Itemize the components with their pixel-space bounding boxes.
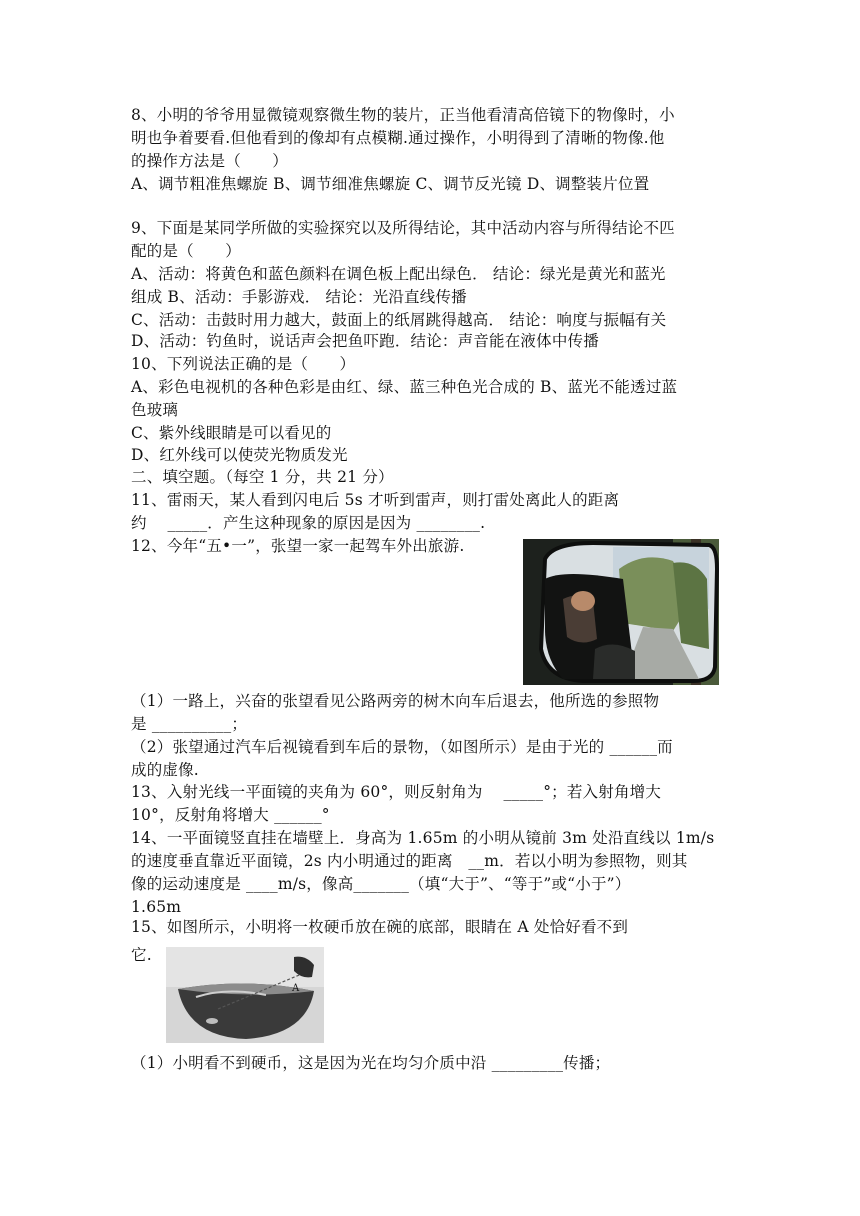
q10-stem: 10、下列说法正确的是（ ）: [131, 355, 356, 373]
q10-option-d: D、红外线可以使荧光物质发光: [131, 446, 348, 464]
q14-line-1: 14、一平面镜竖直挂在墙壁上．身高为 1.65m 的小明从镜前 3m 处沿直线以 1m/s: [131, 829, 715, 847]
q9-line-1: 9、下面是某同学所做的实验探究以及所得结论，其中活动内容与所得结论不匹: [131, 219, 675, 237]
q10-option-ab-line-1: A、彩色电视机的各种色彩是由红、绿、蓝三种色光合成的 B、蓝光不能透过蓝: [131, 378, 678, 396]
q15-sub1: （1）小明看不到硬币，这是因为光在均匀介质中沿 _________传播；: [131, 1054, 611, 1072]
q8-line-3: 的操作方法是（ ）: [131, 152, 289, 170]
q15-line-2: 它.: [131, 946, 152, 964]
q14-line-2: 的速度垂直靠近平面镜，2s 内小明通过的距离 __m．若以小明为参照物，则其: [131, 852, 688, 870]
q14-line-3: 像的运动速度是 ____m/s，像高_______（填“大于”、“等于”或“小于”）: [131, 875, 631, 893]
rearview-mirror-photo: [523, 539, 719, 685]
q9-option-a-line-1: A、活动：将黄色和蓝色颜料在调色板上配出绿色． 结论：绿光是黄光和蓝光: [131, 265, 666, 283]
section-2-heading: 二、填空题。（每空 1 分，共 21 分）: [131, 468, 394, 486]
q9-option-a-line-2: 组成 B、活动：手影游戏． 结论：光沿直线传播: [131, 288, 467, 306]
q13-line-1: 13、入射光线一平面镜的夹角为 60°，则反射角为 _____°；若入射角增大: [131, 783, 662, 801]
q12-sub1-line-2: 是 __________；: [131, 715, 248, 733]
q8-line-2: 明也争着要看.但他看到的像却有点模糊.通过操作，小明得到了清晰的物像.他: [131, 129, 665, 147]
bowl-coin-photo: [166, 947, 324, 1043]
q8-line-1: 8、小明的爷爷用显微镜观察微生物的装片，正当他看清高倍镜下的物像时，小: [131, 106, 675, 124]
q9-option-c: C、活动：击鼓时用力越大，鼓面上的纸屑跳得越高． 结论：响度与振幅有关: [131, 311, 667, 329]
q12-sub1-line-1: （1）一路上，兴奋的张望看见公路两旁的树木向车后退去，他所选的参照物: [131, 692, 660, 710]
q12-sub2-line-1: （2）张望通过汽车后视镜看到车后的景物，（如图所示）是由于光的 ______而: [131, 738, 673, 756]
q10-option-ab-line-2: 色玻璃: [131, 401, 179, 419]
q12-sub2-line-2: 成的虚像.: [131, 761, 199, 779]
q15-line-1: 15、如图所示，小明将一枚硬币放在碗的底部，眼睛在 A 处恰好看不到: [131, 918, 629, 936]
q10-option-c: C、紫外线眼睛是可以看见的: [131, 424, 332, 442]
q11-line-2: 约 _____．产生这种现象的原因是因为 ________.: [131, 514, 486, 532]
q12-stem: 12、今年“五•一”，张望一家一起驾车外出旅游.: [131, 537, 465, 555]
q9-option-d: D、活动：钓鱼时，说话声会把鱼吓跑．结论：声音能在液体中传播: [131, 332, 599, 350]
point-a-label: A: [292, 983, 300, 994]
q11-line-1: 11、雷雨天，某人看到闪电后 5s 才听到雷声，则打雷处离此人的距离: [131, 491, 620, 509]
q14-line-4: 1.65m: [131, 898, 182, 916]
q9-line-2: 配的是（ ）: [131, 242, 241, 260]
q8-options: A、调节粗准焦螺旋 B、调节细准焦螺旋 C、调节反光镜 D、调整装片位置: [131, 175, 650, 193]
q13-line-2: 10°，反射角将增大 ______°: [131, 806, 330, 824]
